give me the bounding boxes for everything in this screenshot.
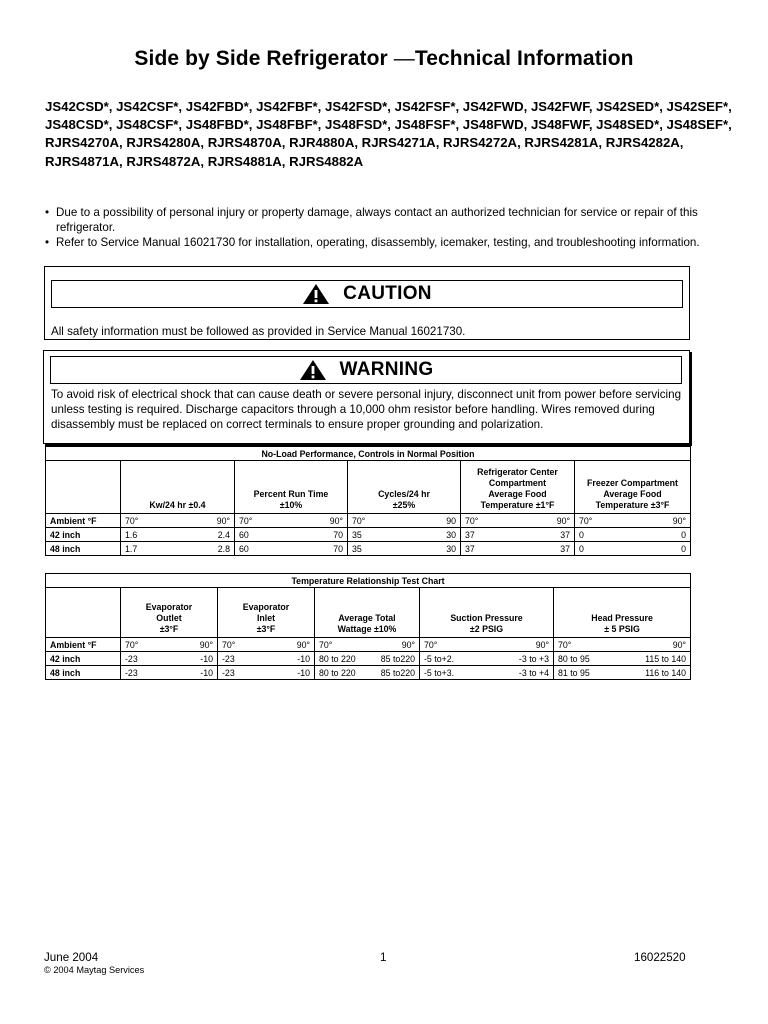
value-high-ambient: 90° (216, 515, 230, 526)
data-cell (315, 666, 420, 680)
warning-heading: WARNING (339, 359, 434, 380)
data-cell (121, 542, 235, 556)
table-row (46, 528, 691, 542)
value-low-ambient: 37 (465, 543, 475, 554)
table-caption: No-Load Performance, Controls in Normal Position (46, 447, 691, 461)
title-part-2: Technical Information (414, 47, 634, 70)
column-header-line: Evaporator (242, 602, 290, 612)
data-cell (461, 514, 575, 528)
row-label: 42 inch (46, 652, 121, 666)
column-header (121, 588, 218, 638)
value-high-ambient: 115 to 140 (645, 653, 687, 664)
value-low-ambient: 70° (239, 515, 253, 526)
column-header (575, 461, 691, 514)
value-high-ambient: 85 to220 (380, 667, 415, 678)
value-low-ambient: 70° (125, 515, 139, 526)
note-item (45, 235, 725, 250)
value-high-ambient: 0 (681, 543, 687, 554)
table-row (46, 652, 691, 666)
data-cell (121, 638, 218, 652)
table-row (46, 666, 691, 680)
value-low-ambient: 70° (125, 639, 139, 650)
row-label: Ambient °F (46, 514, 121, 528)
caution-box (44, 266, 690, 340)
column-header (420, 588, 554, 638)
value-low-ambient: 70° (579, 515, 593, 526)
table-corner-cell (46, 588, 121, 638)
value-low-ambient: 35 (352, 543, 362, 554)
column-header-line: ±10% (279, 500, 303, 510)
data-cell (554, 652, 691, 666)
value-low-ambient: 70° (465, 515, 479, 526)
value-high-ambient: 90° (556, 515, 570, 526)
column-header-line: Head Pressure (591, 613, 653, 623)
safety-notes (45, 205, 725, 250)
document-number: 16022520 (634, 951, 686, 964)
column-header-line: Kw/24 hr ±0.4 (149, 500, 206, 510)
value-high-ambient: 37 (560, 543, 570, 554)
data-cell (420, 666, 554, 680)
value-high-ambient: 90° (296, 639, 310, 650)
column-header-line: ±25% (392, 500, 416, 510)
footer-copyright: © 2004 Maytag Services (44, 965, 145, 975)
value-high-ambient: 30 (446, 529, 456, 540)
data-cell (461, 528, 575, 542)
value-low-ambient: 60 (239, 543, 249, 554)
value-high-ambient: 90° (672, 515, 687, 526)
value-low-ambient: 0 (579, 543, 584, 554)
column-header-line: Average Food (603, 489, 662, 499)
table-row (46, 638, 691, 652)
column-header (554, 588, 691, 638)
data-cell (575, 514, 691, 528)
note-text: Due to a possibility of personal injury or property damage, always contact an authorized technician for service or repair of this refrigerator. (56, 206, 698, 234)
column-header-line: ±3°F (159, 624, 179, 634)
data-cell (315, 652, 420, 666)
value-high-ambient: -10 (200, 653, 213, 664)
data-cell (348, 542, 461, 556)
value-low-ambient: 80 to 220 (319, 653, 356, 664)
value-low-ambient: 81 to 95 (558, 667, 590, 678)
note-item (45, 205, 725, 235)
value-high-ambient: -10 (297, 667, 310, 678)
value-low-ambient: 70° (352, 515, 366, 526)
value-low-ambient: -23 (125, 653, 138, 664)
column-header-line: Percent Run Time (253, 489, 329, 499)
table-header-row (46, 461, 691, 514)
data-cell (348, 528, 461, 542)
column-header (315, 588, 420, 638)
data-cell (461, 542, 575, 556)
value-low-ambient: -23 (125, 667, 138, 678)
column-header (121, 461, 235, 514)
value-low-ambient: 1.6 (125, 529, 138, 540)
value-high-ambient: -3 to +3 (518, 653, 549, 664)
data-cell (235, 542, 348, 556)
column-header (218, 588, 315, 638)
value-low-ambient: 0 (579, 529, 584, 540)
column-header-line: ± 5 PSIG (604, 624, 640, 634)
value-low-ambient: 37 (465, 529, 475, 540)
data-cell (575, 528, 691, 542)
value-high-ambient: 85 to220 (380, 653, 415, 664)
data-cell (420, 652, 554, 666)
data-cell (235, 514, 348, 528)
column-header-line: Freezer Compartment (587, 478, 678, 488)
value-high-ambient: -3 to +4 (518, 667, 549, 678)
value-high-ambient: 90° (199, 639, 213, 650)
value-low-ambient: -5 to+3. (424, 667, 455, 678)
value-high-ambient: 90° (672, 639, 687, 650)
table-header-row (46, 588, 691, 638)
column-header-line: Temperature ±1°F (480, 500, 555, 510)
value-high-ambient: 70 (333, 529, 343, 540)
data-cell (218, 666, 315, 680)
column-header-line: ±2 PSIG (469, 624, 504, 634)
value-high-ambient: 90° (401, 639, 415, 650)
column-header-line: Average Total (338, 613, 396, 623)
page-number: 1 (380, 951, 387, 964)
column-header (461, 461, 575, 514)
value-high-ambient: -10 (297, 653, 310, 664)
value-high-ambient: 90° (329, 515, 343, 526)
value-high-ambient: 116 to 140 (645, 667, 687, 678)
data-cell (218, 638, 315, 652)
column-header-line: Cycles/24 hr (378, 489, 430, 499)
table-row (46, 514, 691, 528)
table-row (46, 542, 691, 556)
title-part-1: Side by Side Refrigerator (134, 47, 394, 70)
column-header-line: Wattage ±10% (337, 624, 397, 634)
value-low-ambient: 80 to 95 (558, 653, 590, 664)
column-header (235, 461, 348, 514)
bullet-icon: • (45, 206, 50, 219)
data-cell (420, 638, 554, 652)
value-high-ambient: 90 (446, 515, 456, 526)
value-low-ambient: -23 (222, 653, 235, 664)
caution-text: All safety information must be followed as provided in Service Manual 16021730. (51, 325, 466, 338)
model-list: JS42CSD*, JS42CSF*, JS42FBD*, JS42FBF*, JS42FSD*, JS42FSF*, JS42FWD, JS42FWF, JS42SED*, JS42SEF*, JS48CSD*, JS48CSF*, JS48FBD*, JS48FBF*, JS48FSD*, JS48FSF*, JS48FWD, JS48FWF, JS48SED*, JS48SEF*, RJRS4270A, RJRS4280A, RJRS4870A, RJR4880A, RJRS4271A, RJRS4272A, RJRS4281A, RJRS4282A, RJRS4871A, RJRS4872A, RJRS4881A, RJRS4882A (45, 99, 732, 169)
column-header-line: Temperature ±3°F (595, 500, 670, 510)
value-low-ambient: 1.7 (125, 543, 138, 554)
column-header-line: Evaporator (145, 602, 193, 612)
value-low-ambient: 70° (558, 639, 572, 650)
caution-banner (51, 280, 683, 308)
value-high-ambient: 37 (560, 529, 570, 540)
column-header-line: Refrigerator Center (477, 467, 558, 477)
page-title (0, 47, 768, 71)
value-high-ambient: -10 (200, 667, 213, 678)
value-high-ambient: 2.4 (217, 529, 230, 540)
value-low-ambient: -23 (222, 667, 235, 678)
table-caption: Temperature Relationship Test Chart (46, 574, 691, 588)
value-high-ambient: 30 (446, 543, 456, 554)
data-cell (121, 666, 218, 680)
warning-triangle-icon (299, 359, 327, 381)
data-cell (218, 652, 315, 666)
no-load-performance-table (45, 446, 691, 556)
warning-box (43, 350, 690, 444)
warning-text: To avoid risk of electrical shock that can cause death or severe personal injury, disconnect unit from power before servicing unless testing is required. Discharge capacitors through a 10,000 ohm resistor before handling. Wires removed during disassembly must be replaced on correct terminals to ensure proper grounding and polarization. (51, 388, 682, 431)
row-label: 48 inch (46, 542, 121, 556)
value-high-ambient: 90° (535, 639, 549, 650)
table-corner-cell (46, 461, 121, 514)
footer-date: June 2004 (44, 951, 99, 964)
value-low-ambient: 35 (352, 529, 362, 540)
data-cell (315, 638, 420, 652)
data-cell (121, 514, 235, 528)
temperature-relationship-table (45, 573, 691, 680)
value-high-ambient: 0 (681, 529, 687, 540)
row-label: 48 inch (46, 666, 121, 680)
value-low-ambient: 60 (239, 529, 249, 540)
data-cell (575, 542, 691, 556)
value-high-ambient: 2.8 (217, 543, 230, 554)
column-header-line: Outlet (156, 613, 182, 623)
column-header-line: Average Food (488, 489, 547, 499)
value-low-ambient: -5 to+2. (424, 653, 455, 664)
value-low-ambient: 80 to 220 (319, 667, 356, 678)
value-low-ambient: 70° (319, 639, 333, 650)
column-header-line: Suction Pressure (450, 613, 523, 623)
column-header-line: Compartment (488, 478, 547, 488)
data-cell (554, 666, 691, 680)
bullet-icon: • (45, 236, 50, 249)
data-cell (121, 652, 218, 666)
warning-triangle-icon (302, 283, 330, 305)
column-header-line: Inlet (256, 613, 276, 623)
data-cell (348, 514, 461, 528)
data-cell (554, 638, 691, 652)
column-header-line: ±3°F (256, 624, 276, 634)
caution-heading: CAUTION (343, 283, 432, 304)
note-text: Refer to Service Manual 16021730 for installation, operating, disassembly, icemaker, testing, and troubleshooting information. (56, 236, 700, 249)
warning-banner (50, 356, 682, 384)
value-low-ambient: 70° (222, 639, 236, 650)
value-high-ambient: 70 (333, 543, 343, 554)
data-cell (121, 528, 235, 542)
value-low-ambient: 70° (424, 639, 438, 650)
row-label: 42 inch (46, 528, 121, 542)
data-cell (235, 528, 348, 542)
title-dash: — (393, 47, 415, 70)
row-label: Ambient °F (46, 638, 121, 652)
column-header (348, 461, 461, 514)
